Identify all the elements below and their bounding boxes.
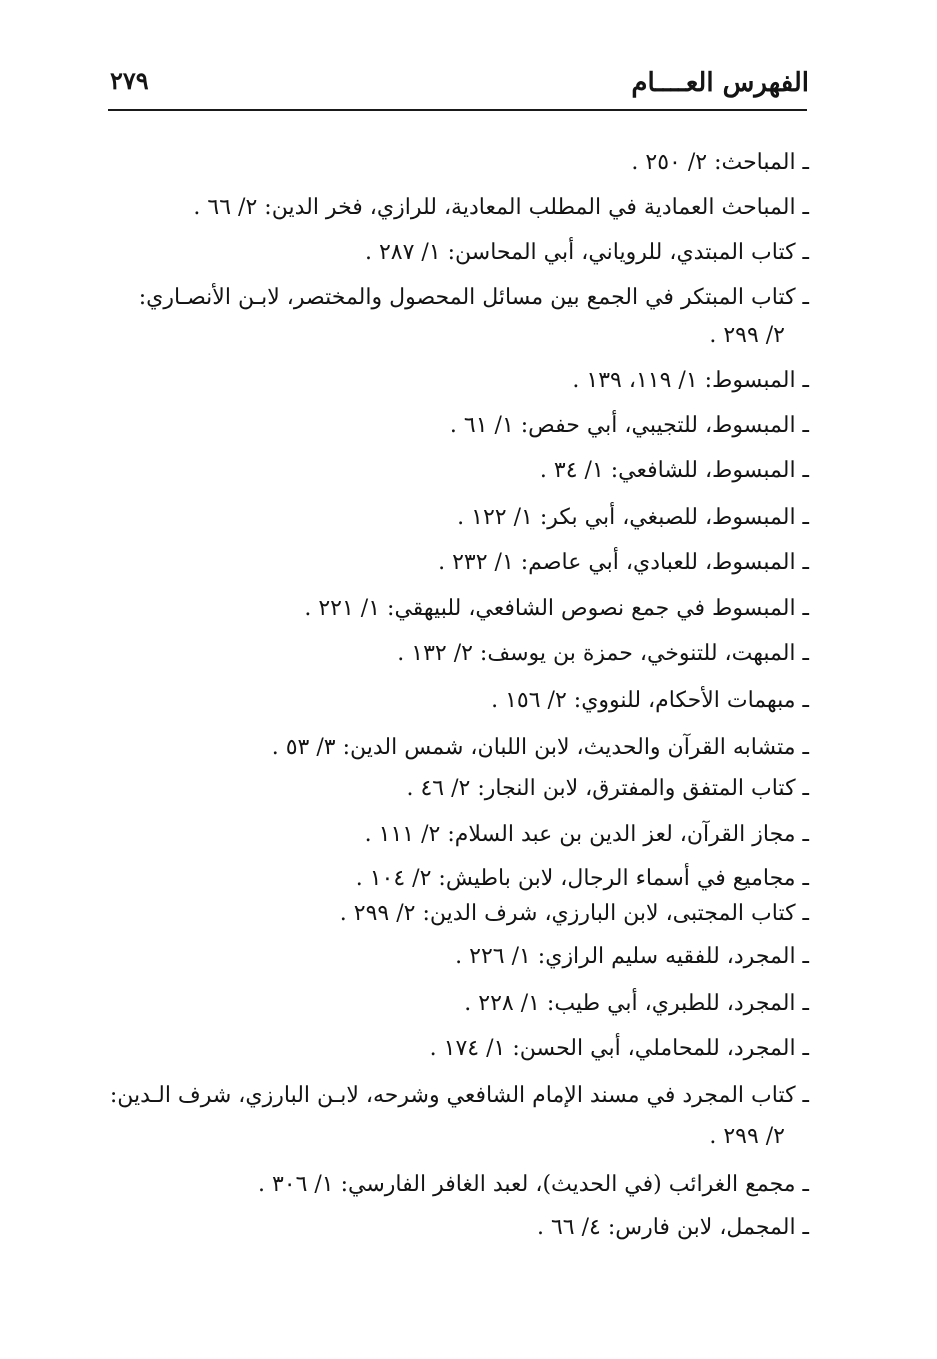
index-entry: ـ المباحث العمادية في المطلب المعادية، للرازي، فخر الدين: ٢/ ٦٦ . bbox=[193, 195, 809, 220]
index-entry-continuation: ٢/ ٢٩٩ . bbox=[709, 323, 785, 348]
index-entry: ـ المبهت، للتنوخي، حمزة بن يوسف: ٢/ ١٣٢ . bbox=[397, 641, 809, 666]
index-entry: ـ كتاب المبتكر في الجمع بين مسائل المحصول والمختصر، لابـن الأنصـاري: bbox=[138, 285, 809, 310]
index-entry: ـ المبسوط: ١/ ١١٩، ١٣٩ . bbox=[572, 368, 809, 393]
index-entry: ـ مجمع الغرائب (في الحديث)، لعبد الغافر الفارسي: ١/ ٣٠٦ . bbox=[257, 1172, 809, 1197]
index-entry: ـ كتاب المبتدي، للروياني، أبي المحاسن: ١/ ٢٨٧ . bbox=[364, 240, 809, 265]
page-number: ٢٧٩ bbox=[110, 66, 149, 95]
index-entry: ـ كتاب المتفق والمفترق، لابن النجار: ٢/ ٤٦ . bbox=[406, 776, 809, 801]
index-entry: ـ متشابه القرآن والحديث، لابن اللبان، شمس الدين: ٣/ ٥٣ . bbox=[271, 735, 809, 760]
index-entry: ـ المبسوط، للعبادي، أبي عاصم: ١/ ٢٣٢ . bbox=[438, 550, 809, 575]
index-entry-continuation: ٢/ ٢٩٩ . bbox=[709, 1124, 785, 1149]
index-entry: ـ المبسوط، للتجيبي، أبي حفص: ١/ ٦١ . bbox=[449, 413, 809, 438]
index-entry: ـ مبهمات الأحكام، للنووي: ٢/ ١٥٦ . bbox=[491, 688, 809, 713]
index-entry: ـ المبسوط في جمع نصوص الشافعي، للبيهقي: ١/ ٢٢١ . bbox=[304, 596, 809, 621]
running-header-title: الفهرس العــــام bbox=[631, 68, 809, 98]
index-entry: ـ كتاب المجتبى، لابن البارزي، شرف الدين: ٢/ ٢٩٩ . bbox=[339, 901, 809, 926]
index-entry: ـ مجاز القرآن، لعز الدين بن عبد السلام: ٢/ ١١١ . bbox=[364, 822, 809, 847]
index-entry: ـ المجرد، للطبري، أبي طيب: ١/ ٢٢٨ . bbox=[464, 991, 809, 1016]
index-entry: ـ المجرد، للفقيه سليم الرازي: ١/ ٢٢٦ . bbox=[455, 944, 809, 969]
index-entry: ـ مجاميع في أسماء الرجال، لابن باطيش: ٢/ ١٠٤ . bbox=[355, 866, 809, 891]
index-entry: ـ المجمل، لابن فارس: ٤/ ٦٦ . bbox=[536, 1215, 809, 1240]
index-entry: ـ كتاب المجرد في مسند الإمام الشافعي وشرحه، لابـن البارزي، شرف الـدين: bbox=[109, 1083, 809, 1108]
index-entry: ـ المبسوط، للصبغي، أبي بكر: ١/ ١٢٢ . bbox=[457, 505, 809, 530]
index-entry: ـ المبسوط، للشافعي: ١/ ٣٤ . bbox=[539, 458, 809, 483]
index-entry: ـ المباحث: ٢/ ٢٥٠ . bbox=[631, 150, 809, 175]
index-entry: ـ المجرد، للمحاملي، أبي الحسن: ١/ ١٧٤ . bbox=[429, 1036, 809, 1061]
